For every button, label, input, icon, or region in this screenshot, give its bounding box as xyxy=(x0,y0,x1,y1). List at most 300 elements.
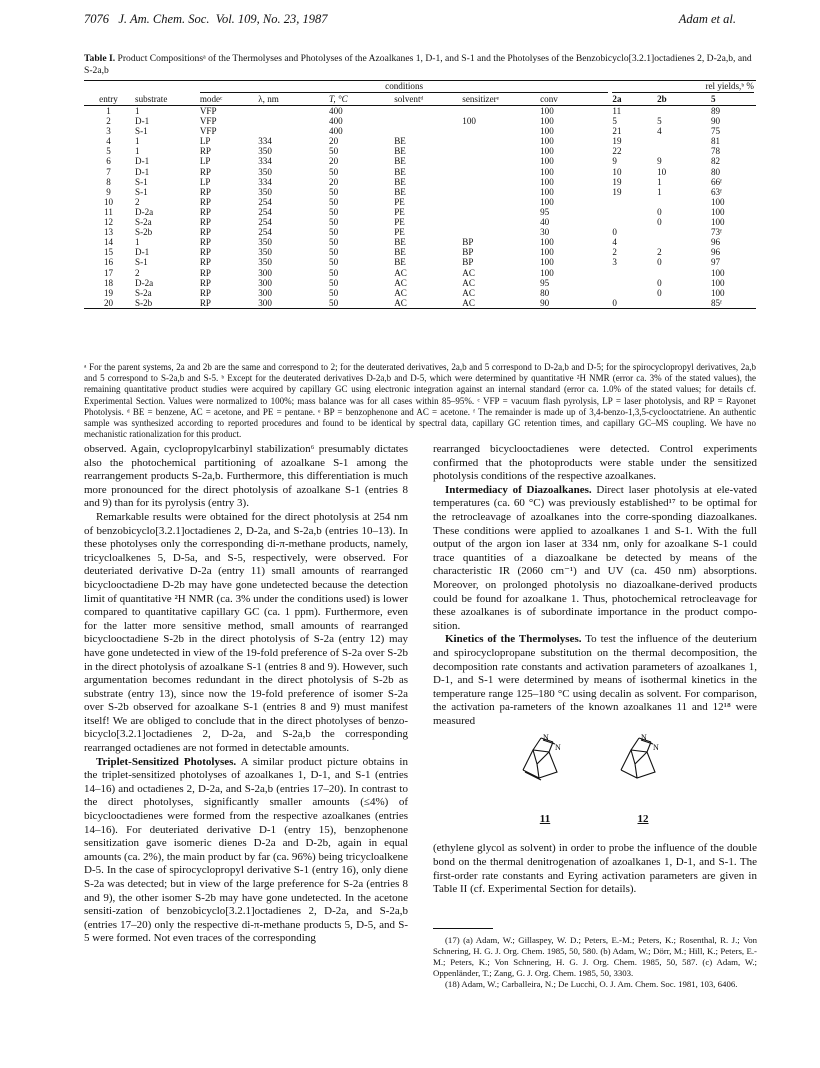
table-cell: 50 xyxy=(329,237,339,248)
table-cell: RP xyxy=(199,257,211,268)
table-cell: 2 xyxy=(657,247,662,258)
table-cell: VFP xyxy=(199,106,217,116)
table-cell: PE xyxy=(394,196,405,207)
table-cell: 5 xyxy=(657,116,662,127)
table-cell: 334 xyxy=(258,156,272,167)
table-row xyxy=(84,257,756,267)
table-cell: 254 xyxy=(258,196,272,207)
table-cell: 1 xyxy=(135,136,140,147)
table-cell: 19 xyxy=(612,176,622,187)
table-cell: 300 xyxy=(258,277,272,288)
table-cell: 66ᶠ xyxy=(710,176,722,187)
paragraph-text: To test the influence of the deuterium and spirocyclopropane substitution on the thermal decomposition, the decomposition rate constants and activation parameters of azoalkanes 1, D-1, and S-1 were determined by means of isothermal kinetics in the temperature range 125–180 °C using decalin as solvent. For comparison, the activation pa-rameters of the known azoalkanes 11 and 12¹⁸ were measured xyxy=(433,633,757,727)
table-cell: 100 xyxy=(462,116,476,127)
table-cell: 100 xyxy=(540,267,554,278)
table-cell: 2 xyxy=(135,267,140,278)
table-cell: 10 xyxy=(103,196,114,207)
table-cell: 350 xyxy=(258,257,272,268)
table-cell: 9 xyxy=(106,186,111,197)
atom-n-label: N xyxy=(543,733,549,743)
table-cell: 50 xyxy=(327,298,392,309)
table-cell: RP xyxy=(199,196,211,207)
table-cell xyxy=(460,126,538,136)
table-cell: 4 xyxy=(612,237,617,248)
col-header-wavelength: λ, nm xyxy=(256,93,327,106)
table-cell xyxy=(655,227,709,237)
section-heading-triplet: Triplet-Sensitized Photolyses. xyxy=(96,755,237,768)
table-cell: 300 xyxy=(258,287,272,298)
table-cell: 30 xyxy=(540,227,550,238)
table-cell: 18 xyxy=(103,277,114,288)
table-cell: 89 xyxy=(710,106,721,116)
footnote-b: ᵇ Except for the deuterated derivatives D-2a,b and D-5, which were determined by quantitative ²H NMR (error ca. 3% of the stated values), the remaining quantitative product studies were acquired by capillary GC using electronic integration against an internal standard (error ca. 1.0% of the stated values; for details cf. Experimental Section. Values were normalized to 100%; mass balance was for all cases within 85–95%. xyxy=(84,373,757,406)
table-cell: S-2a xyxy=(135,217,152,228)
table-cell: 40 xyxy=(540,217,550,228)
section-heading-kinetics: Kinetics of the Thermolyses. xyxy=(445,633,582,646)
table-cell: RP xyxy=(199,186,211,197)
paragraph-text: A similar product picture obtains in the triplet-sensitized photolyses of azoalkanes 1, D-1, and S-1 (entries 14–16) and octadienes 2, D-2a, and S-2a,b (entries 17–20). In contrast to the direct photolyses, significantly smaller amounts (≤4%) of bicyclooctadienes were formed from the respective azoalkanes (entries 14–16). For deuteriated derivative D-1 (entry 15), benzophenone sensitization gave isomeric dienes D-2a and D-2b, again in equal amounts (ca. 2%), the main product by far (ca. 96%) being tricycloalkene D-5. In the case of spirocyclopropyl derivative S-1 (entry 16), only diene S-2a was detected; but in view of the large preference for S-2a (entries 8 and 9), the other isomer S-2b may have gone undetected. In the acetone sensiti-zation of benzobicyclo[3.2.1]octadienes 2, D-2a, and S-2a,b (entries 17–20) only the respective di-π-methane products 5, D-5, and S-5 were formed. Not even traces of the corresponding xyxy=(84,755,408,945)
table-cell: 100 xyxy=(540,106,554,116)
table-row xyxy=(84,298,756,309)
table-cell: 350 xyxy=(258,186,272,197)
table-cell xyxy=(460,227,538,237)
table-cell: 9 xyxy=(612,156,617,167)
table-cell: 73ᶠ xyxy=(710,227,722,238)
table-cell: 350 xyxy=(258,247,272,258)
table-cell: 100 xyxy=(710,217,725,228)
table-cell: 5 xyxy=(106,146,111,157)
table-cell: 4 xyxy=(106,136,111,147)
table-cell xyxy=(610,288,655,298)
table-cell: 100 xyxy=(540,136,554,147)
table-cell: 100 xyxy=(710,267,725,278)
table-cell: 63ᶠ xyxy=(710,186,722,197)
table-cell: PE xyxy=(394,206,405,217)
table-cell: AC xyxy=(394,267,407,278)
table-cell: BP xyxy=(462,257,474,268)
table-cell: 400 xyxy=(329,126,343,137)
table-caption-label: Table I. xyxy=(84,53,116,64)
table-cell: BE xyxy=(394,136,406,147)
table-cell: 97 xyxy=(710,257,721,268)
table-cell: 50 xyxy=(329,227,339,238)
table-cell xyxy=(460,177,538,187)
table-cell: BE xyxy=(394,186,406,197)
table-cell xyxy=(610,268,655,278)
references-divider xyxy=(433,928,493,929)
table-row xyxy=(84,116,756,126)
table-cell: 100 xyxy=(710,206,725,217)
table-row xyxy=(84,187,756,197)
table-cell: BE xyxy=(394,156,406,167)
col-header-2b: 2b xyxy=(655,93,709,106)
table-cell: AC xyxy=(462,267,475,278)
table-cell: 350 xyxy=(258,146,272,157)
table-cell: 82 xyxy=(710,156,721,167)
structure-11-label: 11 xyxy=(539,813,551,826)
table-cell: AC xyxy=(392,298,460,309)
table-cell: 254 xyxy=(258,206,272,217)
table-cell: RP xyxy=(199,166,211,177)
table-cell xyxy=(655,298,709,309)
table-cell xyxy=(655,197,709,207)
table-cell: LP xyxy=(199,176,211,187)
col-header-temperature: T, °C xyxy=(327,93,392,106)
table-cell xyxy=(460,207,538,217)
table-cell: BE xyxy=(394,166,406,177)
table-cell: D-1 xyxy=(135,156,150,167)
table-cell: 254 xyxy=(258,227,272,238)
table-cell: 0 xyxy=(612,227,617,238)
table-cell: 80 xyxy=(540,287,550,298)
table-cell: AC xyxy=(394,287,407,298)
table-cell: 3 xyxy=(612,257,617,268)
table-row xyxy=(84,247,756,257)
table-cell: 4 xyxy=(657,126,662,137)
table-cell: 100 xyxy=(540,196,554,207)
table-cell: 20 xyxy=(84,298,133,309)
table-cell: 300 xyxy=(258,267,272,278)
table-cell: RP xyxy=(199,227,211,238)
table-row xyxy=(84,177,756,187)
table-cell: 0 xyxy=(657,257,662,268)
table-row xyxy=(84,278,756,288)
table-cell xyxy=(655,268,709,278)
running-head-authors: Adam et al. xyxy=(678,12,736,26)
table-cell: 400 xyxy=(329,116,343,127)
table-cell xyxy=(610,217,655,227)
table-cell: LP xyxy=(199,156,211,167)
table-cell xyxy=(392,106,460,117)
table-cell: RP xyxy=(199,277,211,288)
table-row xyxy=(84,136,756,146)
table-cell: 19 xyxy=(103,287,114,298)
table-cell: S-1 xyxy=(135,257,148,268)
table-body xyxy=(84,106,756,309)
table-cell: 19 xyxy=(612,136,622,147)
table-cell xyxy=(655,106,709,117)
table-cell: 0 xyxy=(657,277,662,288)
table-cell: S-1 xyxy=(135,126,148,137)
table-cell: BE xyxy=(394,247,406,258)
table-cell: 0 xyxy=(610,298,655,309)
table-cell: 22 xyxy=(612,146,622,157)
table-cell: D-1 xyxy=(135,166,150,177)
running-head-left xyxy=(84,12,328,27)
table-cell: 90 xyxy=(710,116,721,127)
table-cell: 17 xyxy=(103,267,114,278)
table-cell: PE xyxy=(394,227,405,238)
col-header-2a: 2a xyxy=(610,93,655,106)
table-cell: 96 xyxy=(710,247,721,258)
table-cell xyxy=(460,217,538,227)
table-row xyxy=(84,126,756,136)
table-cell: 50 xyxy=(329,277,339,288)
table-cell: RP xyxy=(198,298,256,309)
table-cell: 400 xyxy=(329,106,343,116)
product-composition-table xyxy=(84,80,756,309)
table-row xyxy=(84,106,756,117)
table-cell: BP xyxy=(462,237,474,248)
table-cell: 50 xyxy=(329,196,339,207)
table-cell: 80 xyxy=(710,166,721,177)
table-cell: 10 xyxy=(657,166,667,177)
table-cell: 11 xyxy=(104,206,113,217)
table-cell xyxy=(655,237,709,247)
col-header-sensitizer: sensitizerᵉ xyxy=(460,93,538,106)
table-cell: LP xyxy=(199,136,211,147)
table-row xyxy=(84,167,756,177)
table-cell: 96 xyxy=(710,237,721,248)
table-cell: D-2a xyxy=(135,277,154,288)
table-cell: RP xyxy=(199,217,211,228)
paragraph xyxy=(433,484,757,634)
table-cell: 15 xyxy=(103,247,114,258)
azoalkane-12-structure-icon xyxy=(611,730,675,792)
running-head xyxy=(84,12,736,30)
table-cell: 100 xyxy=(540,156,554,167)
col-header-solvent: solventᵈ xyxy=(392,93,460,106)
table-cell: 350 xyxy=(258,166,272,177)
table-cell: 1 xyxy=(657,176,662,187)
structure-figures xyxy=(433,730,757,842)
table-cell xyxy=(460,156,538,166)
table-cell: RP xyxy=(199,247,211,258)
table-cell xyxy=(610,278,655,288)
table-cell xyxy=(460,136,538,146)
table-cell: VFP xyxy=(199,126,217,137)
table-cell xyxy=(256,116,327,126)
table-cell: 1 xyxy=(135,237,140,248)
atom-n-label: N xyxy=(641,733,647,743)
table-cell: 10 xyxy=(612,166,622,177)
journal-volume: Vol. 109, No. 23, 1987 xyxy=(215,12,328,26)
table-cell: 20 xyxy=(329,156,339,167)
table-cell: 100 xyxy=(540,126,554,137)
table-cell: 254 xyxy=(258,217,272,228)
page-number: 7076 xyxy=(84,12,109,26)
table-cell: 100 xyxy=(540,237,554,248)
table-cell xyxy=(392,126,460,136)
table-footnotes xyxy=(84,362,756,440)
table-cell: S-1 xyxy=(135,186,148,197)
table-cell: 0 xyxy=(657,217,662,228)
table-cell: D-2a xyxy=(135,206,154,217)
group-header-rel-yields: rel yields,ᵇ % xyxy=(612,81,754,92)
table-cell: 100 xyxy=(710,196,725,207)
table-cell: BP xyxy=(462,247,474,258)
table-cell: 11 xyxy=(612,106,622,116)
table-row xyxy=(84,237,756,247)
table-cell: 95 xyxy=(540,206,550,217)
table-cell: 81 xyxy=(710,136,721,147)
table-cell: 100 xyxy=(540,176,554,187)
table-cell: 95 xyxy=(540,277,550,288)
table-cell: 350 xyxy=(258,237,272,248)
table-cell xyxy=(460,197,538,207)
table-caption-text: Product Compositionsᵃ of the Thermolyses and Photolyses of the Azoalkanes 1, D-1, and S-1 and the Photolyses of the Benzobicyclo[3.2.1]octadienes 2, D-2a,b, and S-2a,b xyxy=(84,53,752,76)
table-cell: 50 xyxy=(329,186,339,197)
atom-n-label: N xyxy=(555,743,561,753)
footnote-a: ᵃ For the parent systems, 2a and 2b are the same and correspond to 2; for the deuterated derivatives, 2a,b and 5 correspond to D-2a,b and D-5; for the spirocyclopropyl derivatives, 2a,b and 5 correspond to S-2a,b and S-5. xyxy=(84,362,756,384)
table-cell xyxy=(392,116,460,126)
table-cell: 100 xyxy=(540,247,554,258)
table-cell: 100 xyxy=(540,257,554,268)
table-row xyxy=(84,227,756,237)
table-cell: 0 xyxy=(657,287,662,298)
table-row xyxy=(84,207,756,217)
col-header-conv: conv xyxy=(538,93,610,106)
table-cell xyxy=(460,146,538,156)
table-cell: 3 xyxy=(106,126,111,137)
table-cell: VFP xyxy=(199,116,217,127)
table-cell: BE xyxy=(394,176,406,187)
paragraph: (ethylene glycol as solvent) in order to probe the influence of the double bond on the thermal denitrogenation of azoalkanes 1, D-1, and S-1. The first-order rate constants and Eyring activation parameters are given in Table II (cf. Experimental Section for details). xyxy=(433,842,757,896)
table-column-header-row xyxy=(84,93,756,106)
table-cell xyxy=(460,167,538,177)
footnote-f: ᶠ The remainder is made up of 3,4-benzo-1,3,5-cyclooctatriene. An authentic sample was synthesized according to reported procedures and found to be identical by spectral data, capillary GC retention times, and capillary GC–MS coupling. We have no mechanistic rationalization for this product. xyxy=(84,406,757,440)
table-cell: 20 xyxy=(329,136,339,147)
table-cell: RP xyxy=(199,146,211,157)
table-cell: 13 xyxy=(103,227,114,238)
table-cell: RP xyxy=(199,237,211,248)
paragraph: observed. Again, cyclopropylcarbinyl stabilization⁶ presumably dictates also the photochemical partitioning of azoalkane S-1 among the rearrangement products S-2a,b. Furthermore, this differentiation is much more pronounced for the direct photolysis of azoalkane S-1 (entries 8 and 9) than for its pyrolysis (entry 3). xyxy=(84,443,408,510)
table-cell: RP xyxy=(199,287,211,298)
table-cell: 6 xyxy=(106,156,111,167)
references xyxy=(433,928,757,990)
footnote-e: ᵉ BP = benzophenone and AC = acetone. xyxy=(318,406,470,417)
table-cell: 90 xyxy=(538,298,610,309)
col-header-entry: entry xyxy=(84,93,133,106)
table-row xyxy=(84,217,756,227)
table-cell: 2 xyxy=(612,247,617,258)
table-cell: RP xyxy=(199,206,211,217)
table-cell: 16 xyxy=(103,257,114,268)
footnote-c: ᶜ VFP = vacuum flash pyrolysis, LP = laser photolysis, and RP = Rayonet Photolysis. xyxy=(84,395,757,417)
table-cell: 100 xyxy=(710,287,725,298)
table-row xyxy=(84,288,756,298)
table-cell: 50 xyxy=(329,287,339,298)
table-caption xyxy=(84,53,756,77)
table-cell: 1 xyxy=(135,146,140,157)
table-cell: 19 xyxy=(612,186,622,197)
footnote-d: ᵈ BE = benzene, AC = acetone, and PE = pentane. xyxy=(126,406,316,417)
table-cell: AC xyxy=(460,298,538,309)
table-cell: S-2a xyxy=(135,287,152,298)
table-cell: 50 xyxy=(329,166,339,177)
body-column-right xyxy=(433,443,757,897)
table-cell: AC xyxy=(462,287,475,298)
table-cell: PE xyxy=(394,217,405,228)
section-heading-diazoalkanes: Intermediacy of Diazoalkanes. xyxy=(445,483,592,496)
table-cell: S-2b xyxy=(135,227,153,238)
table-row xyxy=(84,197,756,207)
table-row xyxy=(84,268,756,278)
table-cell: D-1 xyxy=(135,247,150,258)
table-cell xyxy=(256,126,327,136)
journal-name: J. Am. Chem. Soc. xyxy=(118,12,210,26)
paragraph: Remarkable results were obtained for the direct photolysis at 254 nm of benzobicyclo[3.2.1]octadienes 2, D-2a, and S-2a,b (entries 10–13). In these photolyses only the corresponding di-π-methane products, namely, tricycloalkenes 5, D-5a, and S-5, respectively, were observed. For deuteriated derivative D-2a (entry 11) small amounts of rearranged bicyclooctadiene D-2b may have gone undetected because the detection limit of quantitative ²H NMR (ca. 3% under the conditions used) is lower compared to quantitative capillary GC (ca. 1 ppm). Furthermore, even for the latter more sensitive method, small amounts of rearranged bicyclooctadiene S-2b in the direct photolysis of S-2a (entry 12) may have gone undetected in view of the 19-fold preference of S-2a over S-2b in the direct photolysis of azoalkane S-1 (entries 8 and 9). However, such argumentation becomes redundant in the direct photolysis of S-2b as substrate (entry 13), since now the 19-fold preference of isomer S-2a over S-2b observed for azoalkane S-1 (entries 8 and 9) must manifest itself! We are obliged to conclude that in the direct photolyses of benzo-bicyclo[3.2.1]octadienes 2, D-2a, and S-2a,b the corresponding rearranged octadienes are not formed in detectable amounts. xyxy=(84,510,408,755)
table-cell: 12 xyxy=(103,217,114,228)
table-cell: 100 xyxy=(540,186,554,197)
table-cell: 1 xyxy=(106,106,111,116)
table-cell: D-1 xyxy=(135,116,150,127)
table-cell: 9 xyxy=(657,156,662,167)
table-cell xyxy=(610,197,655,207)
paragraph xyxy=(84,756,408,946)
table-cell: RP xyxy=(199,267,211,278)
col-header-substrate: substrate xyxy=(133,93,198,106)
table-cell: 50 xyxy=(329,267,339,278)
atom-n-label: N xyxy=(653,743,659,753)
table-cell: 100 xyxy=(540,166,554,177)
table-cell: 7 xyxy=(106,166,111,177)
table-cell xyxy=(460,187,538,197)
table-cell: 78 xyxy=(710,146,721,157)
table-cell: 50 xyxy=(329,247,339,258)
table-cell xyxy=(460,106,538,117)
table-cell: 2 xyxy=(135,196,140,207)
table-group-header-row xyxy=(84,81,756,94)
paragraph-text: Direct laser photolysis at ele-vated temperatures (ca. 60 °C) was previously established¹⁷ to be optimal for the retrocleavage of azoalkanes into the corre-sponding diazoalkanes. These conditions were applied to azoalkanes 1 and S-1. With the full output of the argon ion laser at 334 nm, only for azoalkane S-1 could trace quantities of a diazoalkane be detected by means of the characteristic IR (2060 cm⁻¹) and UV (ca. 450 nm) absorptions. Moreover, on prolonged photolysis no diazoalkane-derived products could be found for azoalkane 1. Thus, photochemical retrocleavage for these azoalkanes is of subordinate importance in the product compo-sition. xyxy=(433,483,757,632)
reference-17: (17) (a) Adam, W.; Gillaspey, W. D.; Peters, E.-M.; Peters, K.; Rosenthal, R. J.; Von Schnering, H. G. J. Org. Chem. 1985, 50, 580. (b) Adam, W.; Dörr, M.; Hill, K.; Peters, E.-M.; Peters, K.; Von Schnering, H. G. J. Org. Chem. 1985, 50, 587. (c) Adam, W.; Oppenländer, T.; Zang, G. J. Org. Chem. 1985, 50, 3303. xyxy=(433,935,757,978)
table-cell: S-2b xyxy=(133,298,198,309)
table-cell: BE xyxy=(394,146,406,157)
table-cell: 5 xyxy=(612,116,617,127)
azoalkane-11-structure-icon xyxy=(513,730,577,792)
table-cell: 21 xyxy=(612,126,622,137)
table-cell xyxy=(256,106,327,117)
table-cell xyxy=(610,207,655,217)
col-header-5: 5 xyxy=(709,93,756,106)
table-cell: 50 xyxy=(329,206,339,217)
paragraph: rearranged bicyclooctadienes were detected. Control experiments confirmed that the photoproducts were stable under the sensitized photolysis conditions of the respective azoalkanes. xyxy=(433,443,757,483)
table-cell: 334 xyxy=(258,176,272,187)
table-cell: 1 xyxy=(135,106,140,116)
structure-11 xyxy=(513,730,577,826)
structure-12 xyxy=(611,730,675,826)
table-cell: S-1 xyxy=(135,176,148,187)
table-cell: 75 xyxy=(710,126,721,137)
table-cell: 50 xyxy=(329,146,339,157)
table-cell: 50 xyxy=(329,257,339,268)
paragraph xyxy=(433,633,757,728)
table-cell: 2 xyxy=(106,116,111,127)
structure-12-label: 12 xyxy=(637,813,649,826)
table-cell: 50 xyxy=(329,217,339,228)
table-cell: 8 xyxy=(106,176,111,187)
table-cell: AC xyxy=(394,277,407,288)
table-cell: 300 xyxy=(256,298,327,309)
table-cell: 14 xyxy=(103,237,114,248)
col-header-mode: modeᶜ xyxy=(198,93,256,106)
table-cell: 1 xyxy=(657,186,662,197)
table-cell: 20 xyxy=(329,176,339,187)
table-cell: 85ᶠ xyxy=(709,298,756,309)
table-row xyxy=(84,156,756,166)
table-cell xyxy=(655,136,709,146)
table-cell: AC xyxy=(462,277,475,288)
table-cell: BE xyxy=(394,237,406,248)
group-header-conditions: conditions xyxy=(200,81,609,92)
table-cell: 334 xyxy=(258,136,272,147)
table-cell: BE xyxy=(394,257,406,268)
reference-18: (18) Adam, W.; Carballeira, N.; De Lucchi, O. J. Am. Chem. Soc. 1981, 103, 6406. xyxy=(445,979,738,989)
table-cell: 100 xyxy=(710,277,725,288)
table-row xyxy=(84,146,756,156)
table-cell: 100 xyxy=(540,116,554,127)
table-cell xyxy=(655,146,709,156)
